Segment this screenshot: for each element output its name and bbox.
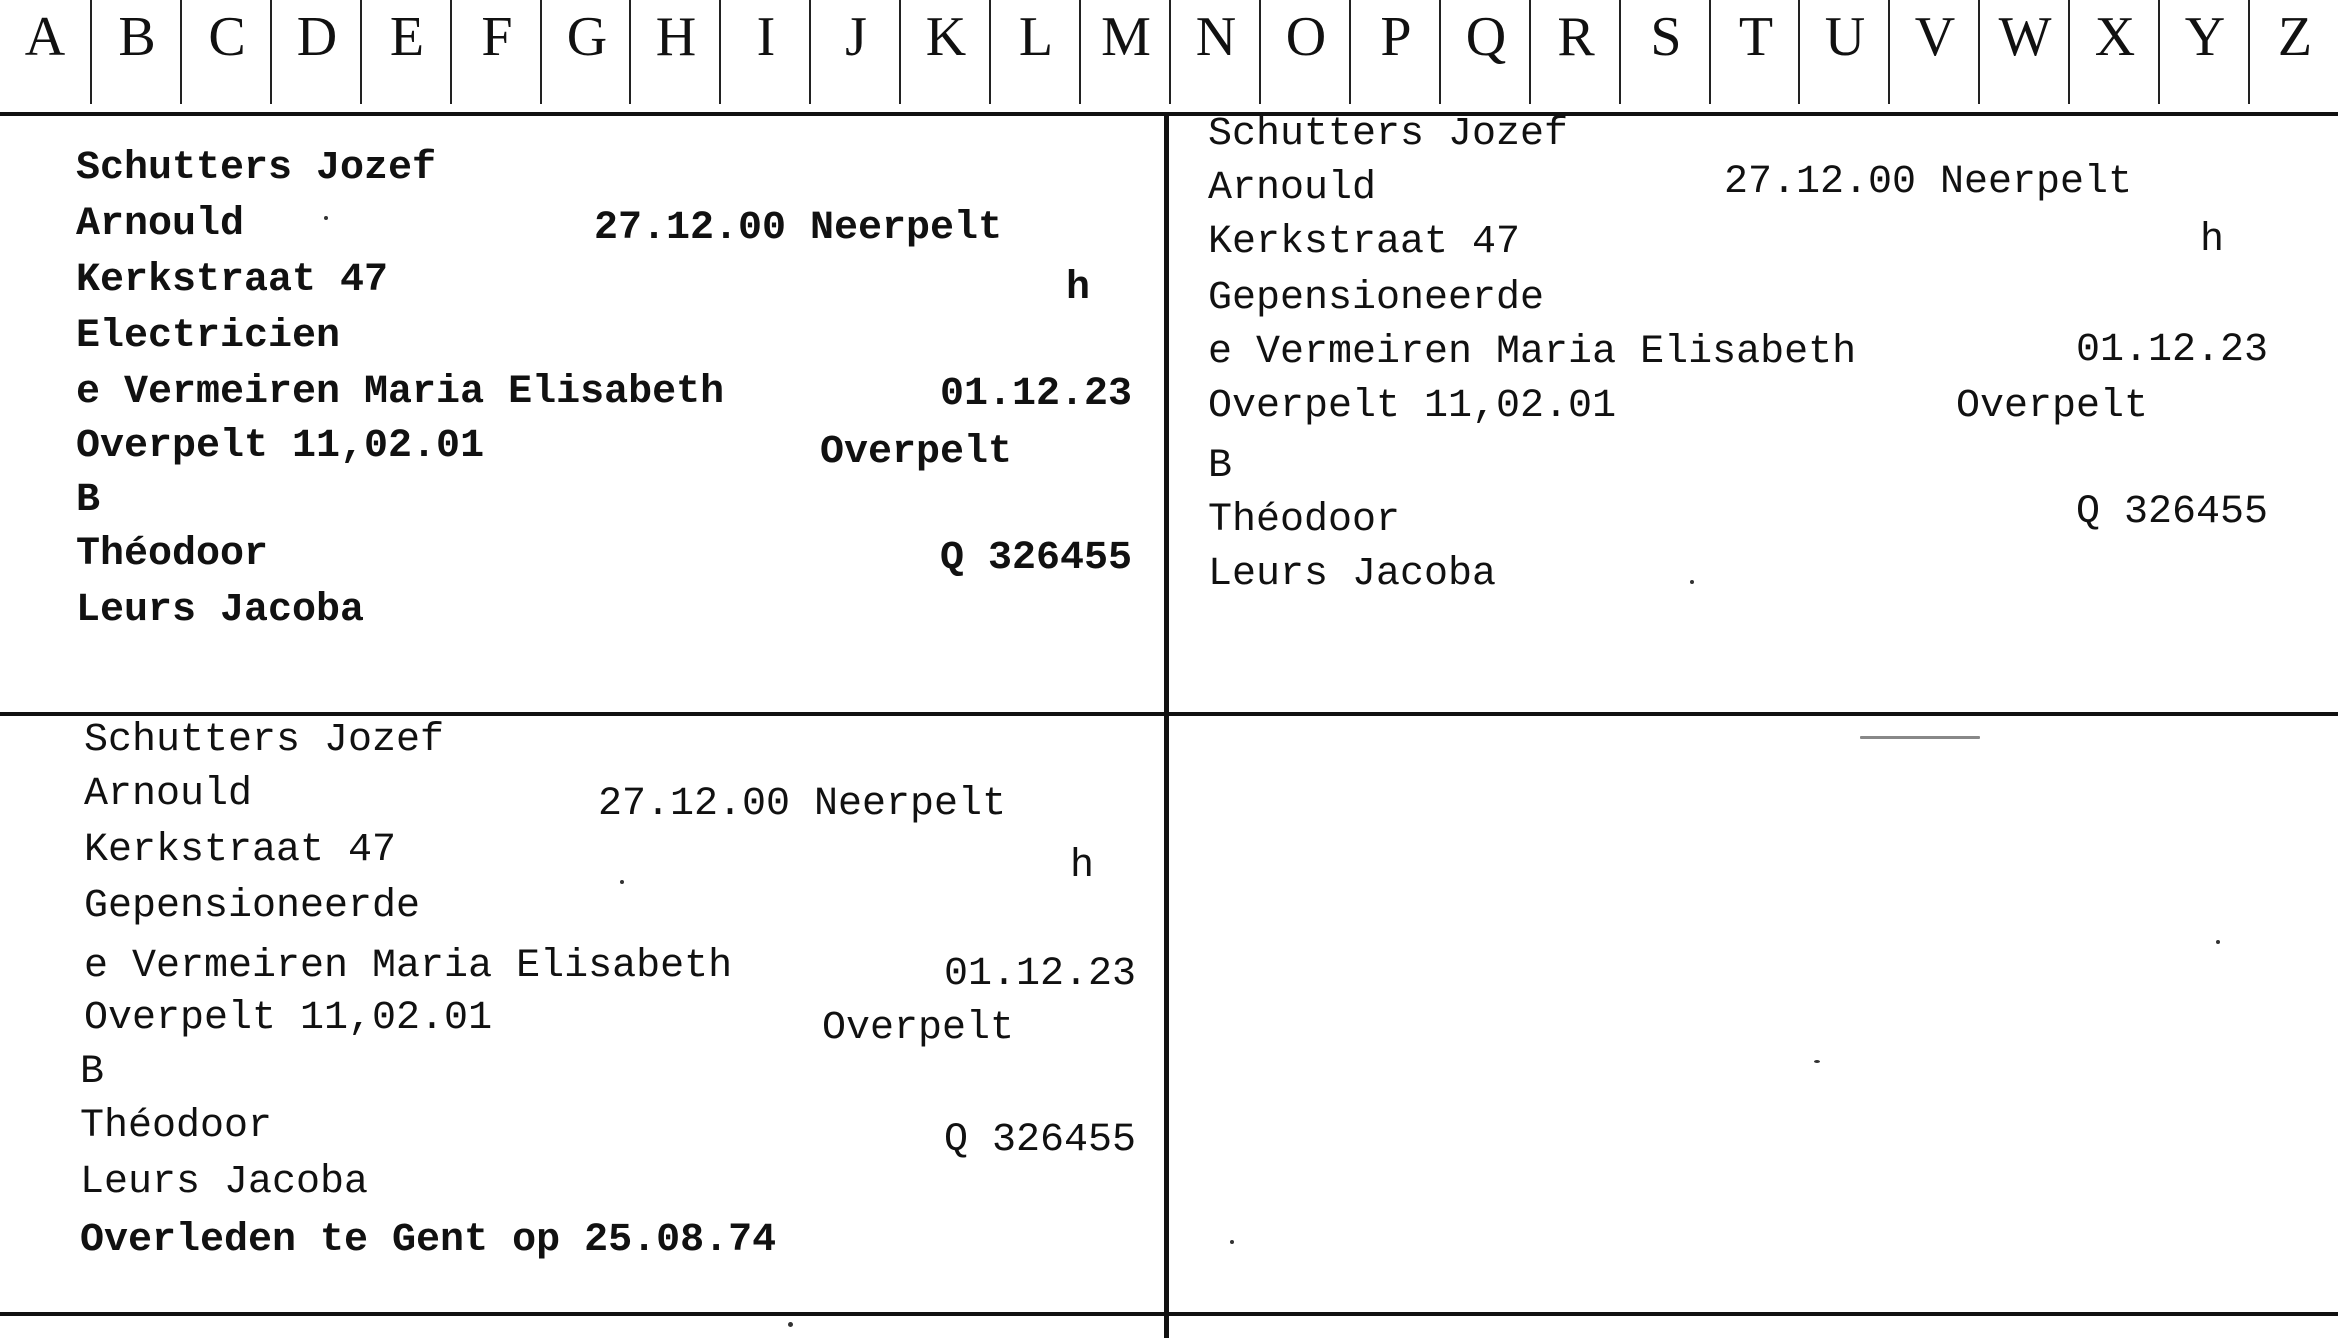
card-b: B [80, 1050, 105, 1095]
index-letter-e: E [360, 0, 452, 104]
card-father: Théodoor [1208, 498, 1401, 543]
index-letter-t: T [1709, 0, 1801, 104]
index-letter-q: Q [1439, 0, 1531, 104]
card-address: Kerkstraat 47 [84, 828, 397, 873]
index-letter-r: R [1529, 0, 1621, 104]
card-father: Théodoor [76, 532, 269, 577]
card-spouse: e Vermeiren Maria Elisabeth [1208, 330, 1857, 375]
card-occupation: Gepensioneerde [84, 884, 421, 929]
index-letter-i: I [719, 0, 811, 104]
index-letter-v: V [1888, 0, 1980, 104]
card-marker: h [2200, 218, 2225, 263]
card-birth: 27.12.00 Neerpelt [594, 206, 1003, 251]
card-name: Schutters Jozef [76, 146, 437, 191]
index-letter-p: P [1349, 0, 1441, 104]
card-given-name: Arnould [84, 772, 253, 817]
index-letter-y: Y [2158, 0, 2250, 104]
index-letter-s: S [1619, 0, 1711, 104]
card-name: Schutters Jozef [1208, 112, 1569, 157]
card-spouse-date: 01.12.23 [2076, 328, 2269, 373]
card-marriage-place: Overpelt [1956, 384, 2149, 429]
card-spouse: e Vermeiren Maria Elisabeth [84, 944, 733, 989]
card-marriage: Overpelt 11,02.01 [84, 996, 493, 1041]
card-address: Kerkstraat 47 [76, 258, 389, 303]
card-given-name: Arnould [76, 202, 245, 247]
index-letter-f: F [450, 0, 542, 104]
bottom-border [0, 1312, 2338, 1316]
index-letter-w: W [1978, 0, 2070, 104]
index-letter-d: D [270, 0, 362, 104]
card-number: Q 326455 [940, 536, 1133, 581]
index-letter-u: U [1798, 0, 1890, 104]
card-marker: h [1066, 266, 1091, 311]
index-letter-x: X [2068, 0, 2160, 104]
vertical-divider [1164, 112, 1169, 1338]
index-letter-o: O [1259, 0, 1351, 104]
card-spouse-date: 01.12.23 [944, 952, 1137, 997]
card-death-note: Overleden te Gent op 25.08.74 [80, 1218, 777, 1263]
card-birth: 27.12.00 Neerpelt [1724, 160, 2133, 205]
card-marriage-place: Overpelt [822, 1006, 1015, 1051]
card-b: B [76, 478, 101, 523]
card-marriage-place: Overpelt [820, 430, 1013, 475]
card-occupation: Gepensioneerde [1208, 276, 1545, 321]
card-number: Q 326455 [944, 1118, 1137, 1163]
card-mother: Leurs Jacoba [80, 1160, 369, 1205]
card-mother: Leurs Jacoba [76, 588, 365, 633]
card-b: B [1208, 444, 1233, 489]
index-letter-c: C [180, 0, 272, 104]
card-marriage: Overpelt 11,02.01 [1208, 384, 1617, 429]
card-name: Schutters Jozef [84, 718, 445, 763]
card-birth: 27.12.00 Neerpelt [598, 782, 1007, 827]
index-letter-k: K [899, 0, 991, 104]
alphabet-index-header [0, 0, 2338, 116]
index-letter-h: H [629, 0, 721, 104]
index-letter-b: B [90, 0, 182, 104]
index-letter-g: G [540, 0, 632, 104]
card-number: Q 326455 [2076, 490, 2269, 535]
card-address: Kerkstraat 47 [1208, 220, 1521, 265]
card-spouse-date: 01.12.23 [940, 372, 1133, 417]
card-given-name: Arnould [1208, 166, 1377, 211]
horizontal-divider [0, 712, 2338, 716]
card-mother: Leurs Jacoba [1208, 552, 1497, 597]
index-letter-n: N [1169, 0, 1261, 104]
index-letter-a: A [24, 6, 66, 68]
card-marker: h [1070, 844, 1095, 889]
card-marriage: Overpelt 11,02.01 [76, 424, 485, 469]
card-occupation: Electricien [76, 314, 341, 359]
index-letter-z: Z [2248, 0, 2338, 104]
index-letter-j: J [809, 0, 901, 104]
card-spouse: e Vermeiren Maria Elisabeth [76, 370, 725, 415]
index-letter-m: M [1079, 0, 1171, 104]
index-letter-l: L [989, 0, 1081, 104]
card-father: Théodoor [80, 1104, 273, 1149]
